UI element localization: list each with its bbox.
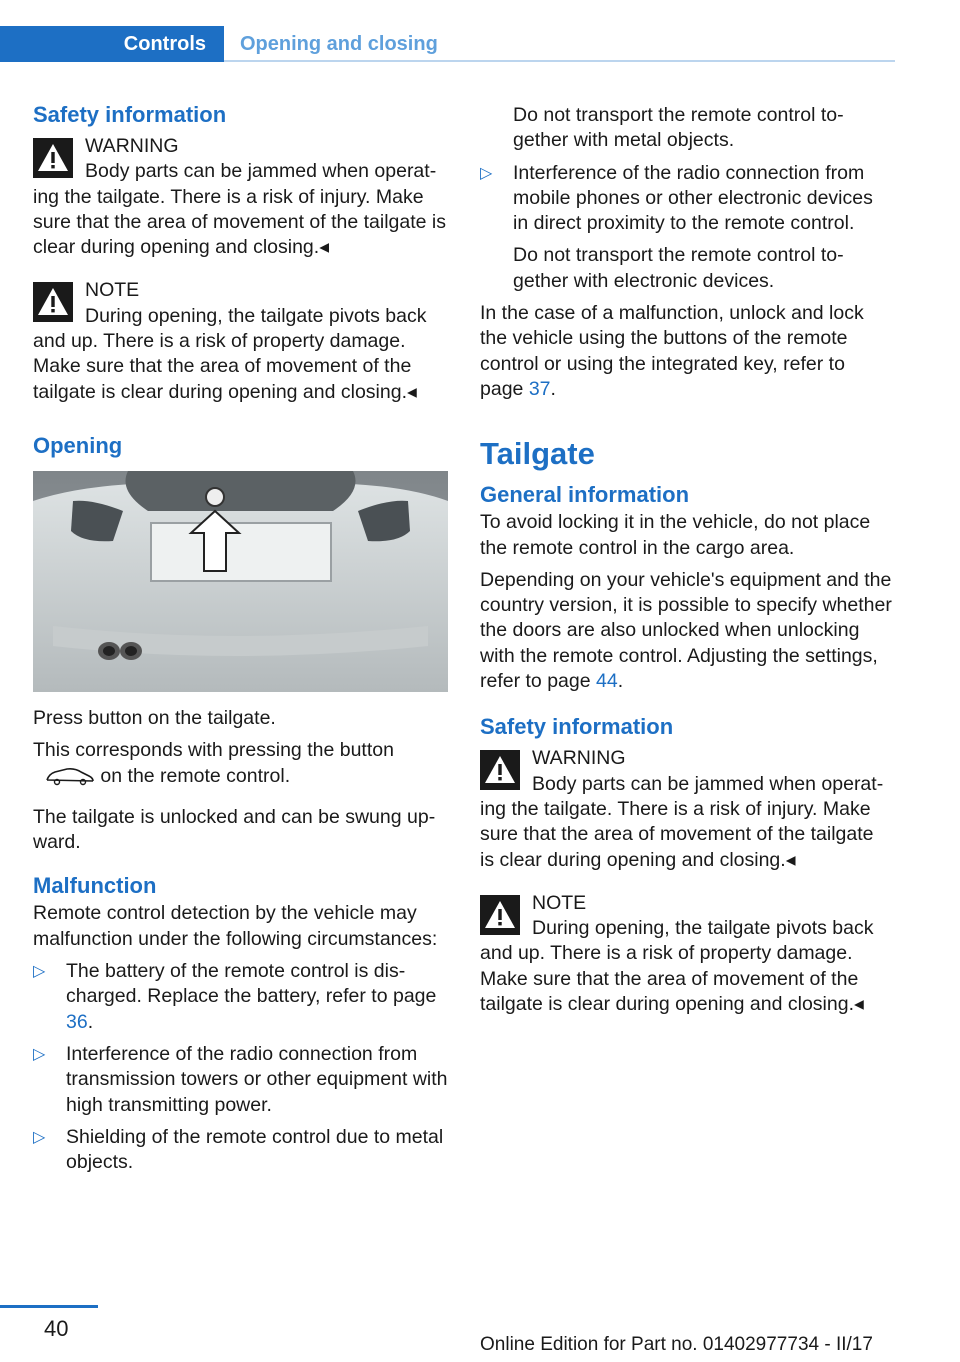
left-column: [33, 100, 449, 1182]
safety-information-heading: Safety information: [480, 714, 674, 740]
remote-tailgate-icon: [45, 766, 95, 786]
page-link-37[interactable]: 37: [528, 377, 551, 400]
triangle-bullet-icon: ▷: [33, 963, 46, 981]
warning-triangle-icon: [480, 895, 520, 935]
triangle-bullet-icon: ▷: [33, 1128, 46, 1146]
list-item: ▷ Shielding of the remote control due to metal objects.: [33, 1125, 444, 1174]
warning-text: Body parts can be jammed when operating the tailgate. There is a risk of injury. Make sure that the area of movement of the tailgate is clear during opening and closing.◂: [480, 772, 884, 871]
header-rule: [224, 60, 895, 62]
page-header: [0, 26, 895, 62]
page-link-36[interactable]: 36: [66, 1010, 88, 1033]
note-text: During opening, the tailgate pivots back and up. There is a risk of property damage. Make sure that the area of movement of the tailgate is clear during opening and closing.◂: [480, 917, 874, 1016]
opening-heading: Opening: [33, 432, 123, 458]
warning-label: WARNING: [532, 747, 626, 770]
list-item: ▷ Interference of the radio connection from transmission towers or other equipment with high transmitting power.: [33, 1042, 448, 1116]
corresponds-text: This corresponds with pressing the button on the remote control.: [33, 739, 394, 787]
warning-triangle-icon: [480, 750, 520, 790]
tab-opening-and-closing[interactable]: Opening and closing: [240, 32, 438, 55]
note-notice: [33, 278, 449, 404]
safety-information-heading: Safety information: [33, 102, 227, 127]
warning-text: Body parts can be jammed when operating the tailgate. There is a risk of injury. Make sure that the area of movement of the tailgate is clear during opening and closing.◂: [33, 160, 446, 259]
note-text: During opening, the tailgate pivots back and up. There is a risk of property damage. Make sure that the area of movement of the tailgate is clear during opening and closing.◂: [33, 304, 427, 403]
general-information-heading: General information: [480, 482, 690, 508]
footer-rule: [0, 1305, 98, 1308]
malfunction-heading: Malfunction: [33, 873, 157, 899]
general-text-2: Depending on your vehicle's equipment and the country version, it is possible to specify whether the doors are also unlocked when unlocking with the remote control. Adjusting the settings, refer to page 44.: [480, 568, 892, 693]
page-number: 40: [44, 1316, 69, 1341]
page-link-44[interactable]: 44: [596, 670, 618, 693]
malfunction-list: [33, 959, 449, 1175]
warning-notice: [480, 746, 892, 872]
edition-text: Online Edition for Part no. 01402977734 - II/17: [480, 1334, 873, 1355]
malfunction-intro: Remote control detection by the vehicle may malfunction under the following circumstances:: [33, 902, 438, 950]
list-item: ▷ The battery of the remote control is discharged. Replace the battery, refer to page 36.: [33, 960, 437, 1033]
press-button-text: Press button on the tailgate.: [33, 706, 276, 729]
warning-label: WARNING: [85, 135, 179, 157]
warning-triangle-icon: [33, 282, 73, 322]
unlocked-text: The tailgate is unlocked and can be swung upward.: [33, 805, 436, 854]
list-item: ▷ Interference of the radio connection from mobile phones or other electronic devices in direct proximity to the remote control.: [480, 161, 873, 235]
tab-controls[interactable]: Controls: [0, 26, 224, 62]
continuation-text: Do not transport the remote control together with electronic devices.: [513, 244, 844, 292]
malfunction-list-continued: [480, 161, 892, 237]
malfunction-case-text: In the case of a malfunction, unlock and lock the vehicle using the buttons of the remote control or using the integrated key, refer to page 37.: [480, 302, 864, 400]
continuation-text: Do not transport the remote control together with metal objects.: [513, 104, 844, 152]
triangle-bullet-icon: ▷: [480, 164, 493, 182]
note-label: NOTE: [85, 279, 140, 302]
note-label: NOTE: [532, 891, 587, 914]
triangle-bullet-icon: ▷: [33, 1045, 46, 1063]
right-column: [480, 100, 892, 1024]
note-notice: [480, 891, 892, 1017]
warning-notice: [33, 134, 449, 260]
tailgate-heading: Tailgate: [480, 436, 595, 472]
warning-triangle-icon: [33, 138, 73, 178]
car-rear-figure: [33, 471, 448, 692]
general-text-1: To avoid locking it in the vehicle, do not place the remote control in the cargo area.: [480, 511, 871, 559]
